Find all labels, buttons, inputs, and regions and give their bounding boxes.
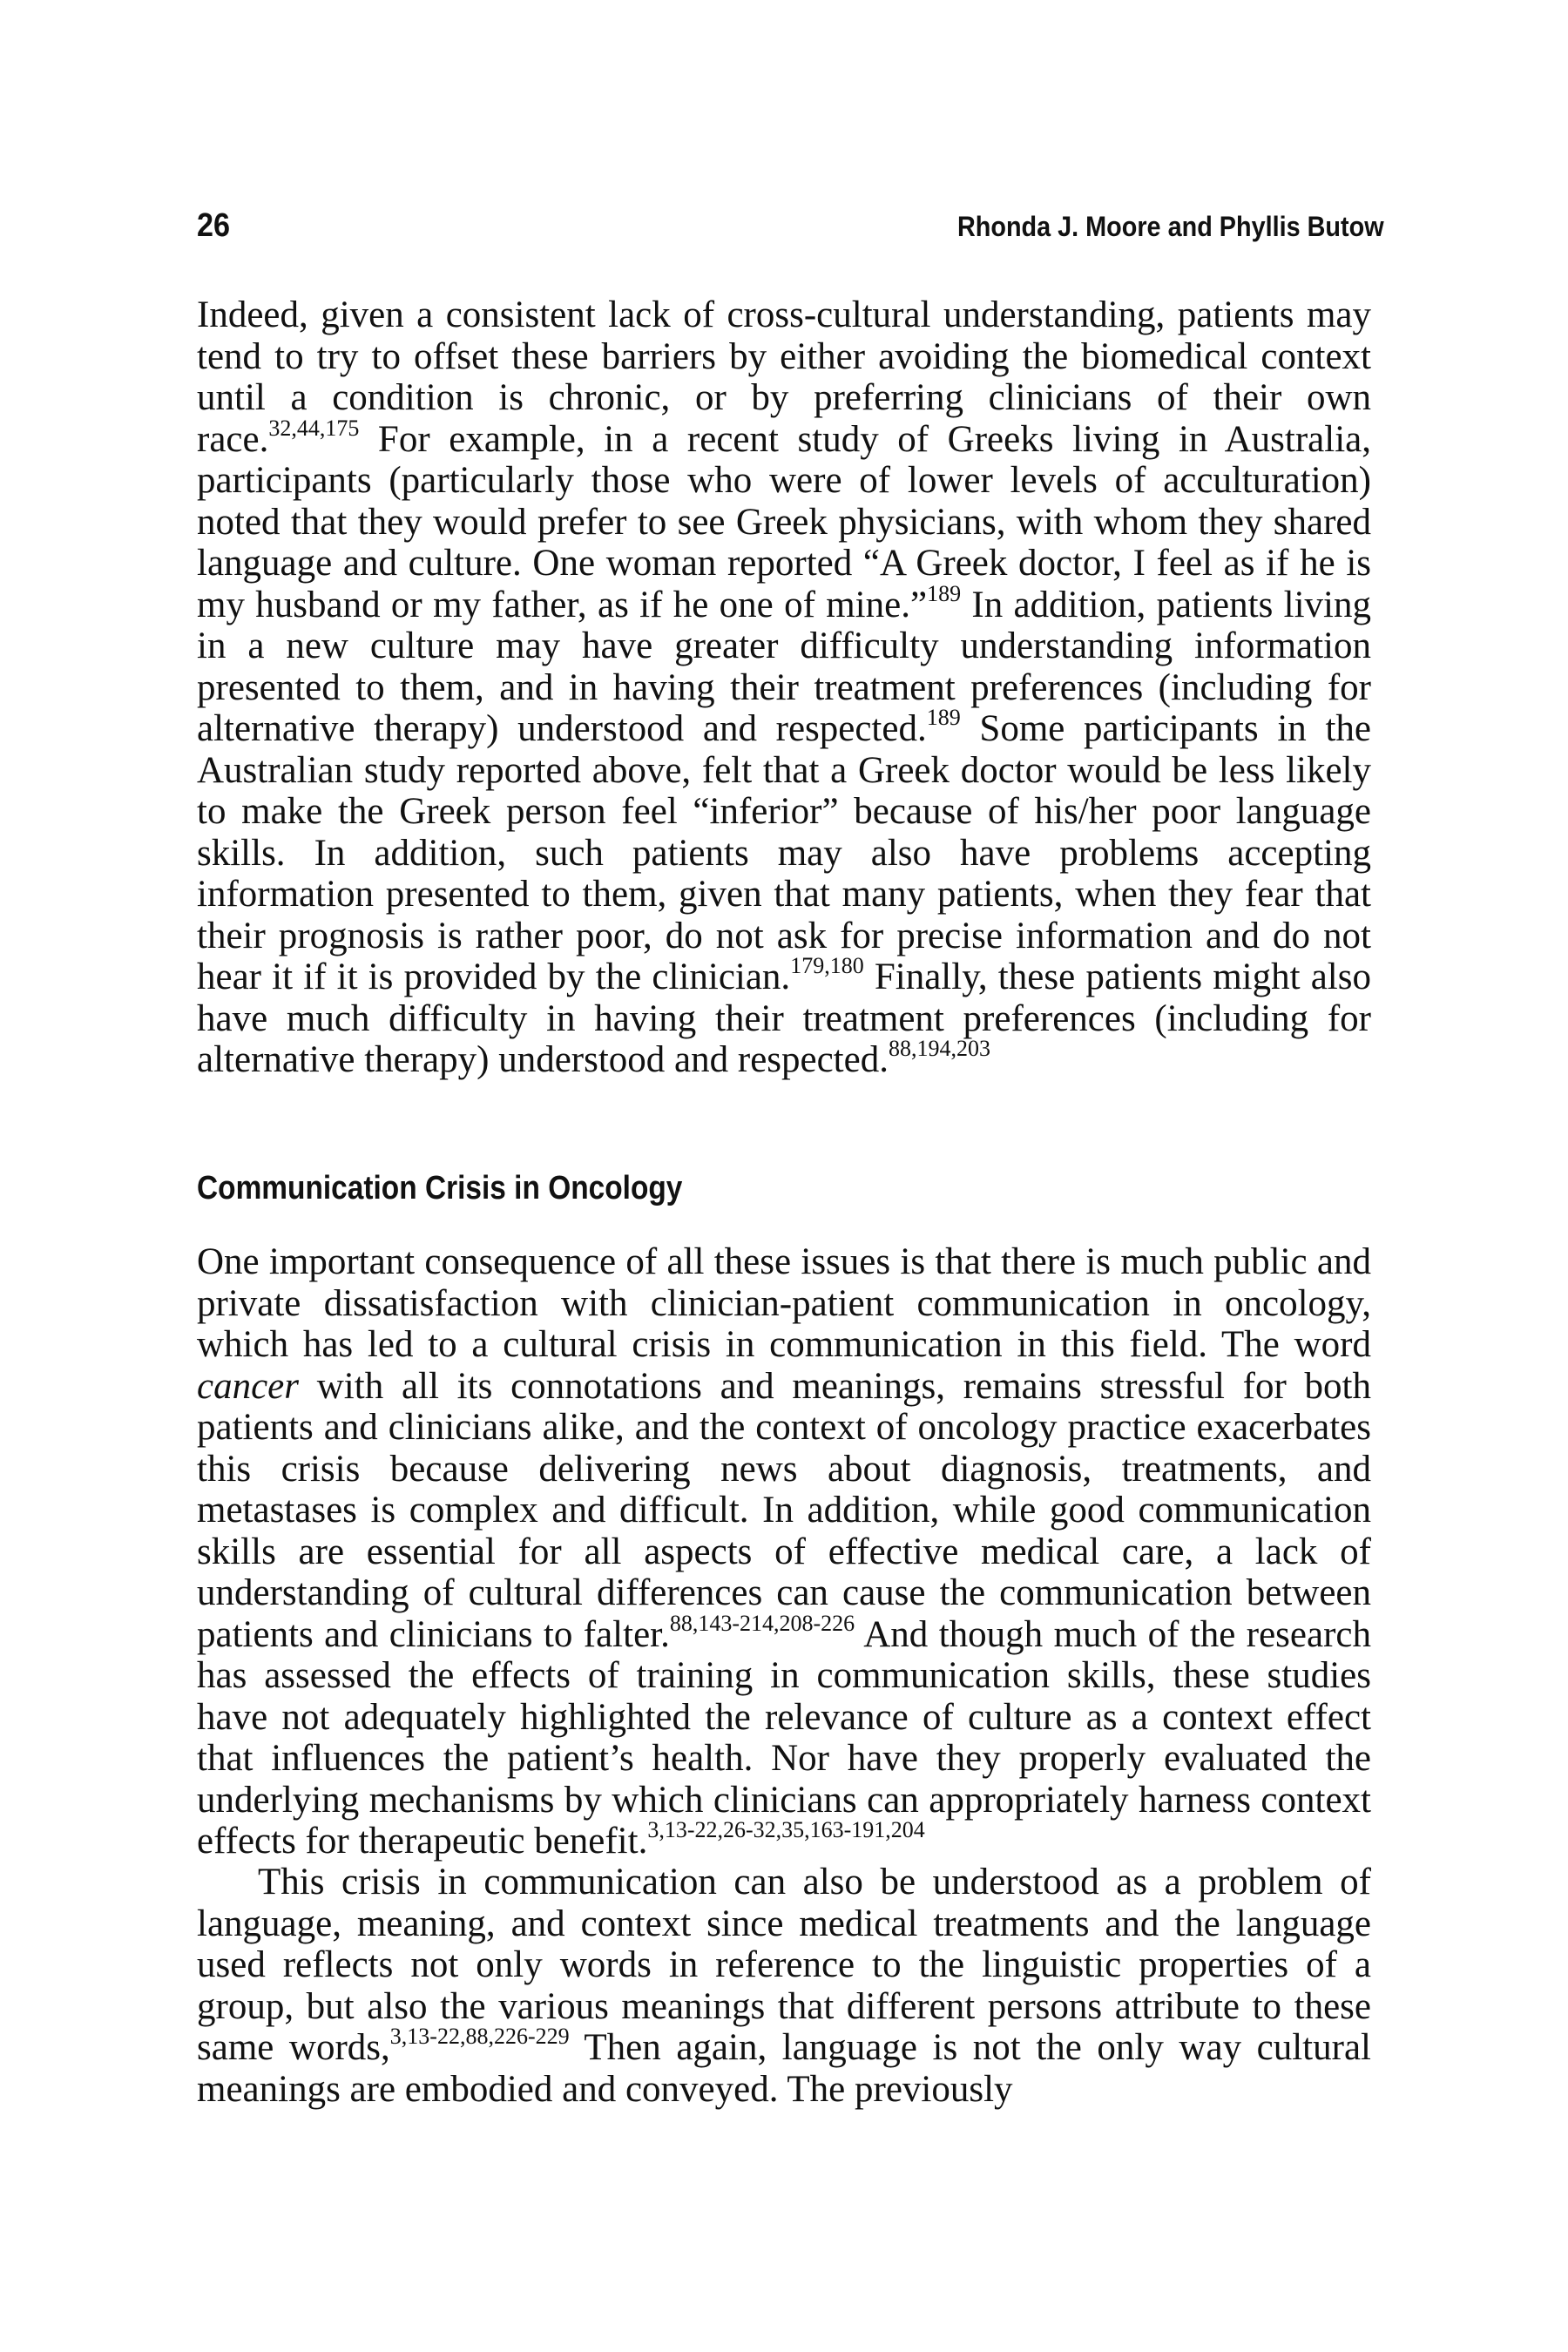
citation-ref: 88,143-214,208-226 (669, 1610, 855, 1636)
paragraph-text: One important consequence of all these issues is that there is much public and private dissatisfaction with clinician-patient communication in oncology, which has led to a cultural crisis in communication in this field. The word (197, 1241, 1371, 1365)
citation-ref: 32,44,175 (268, 415, 360, 441)
paragraph-text: with all its connotations and meanings, remains stressful for both patients and clinicians alike, and the context of oncology practice exacerbates this crisis because delivering news about diagnosis, treatments, and metastases is complex and difficult. In addition, while good communication skills are essential for all aspects of effective medical care, a lack of understanding of cultural differences can cause the communication between patients and clinicians to falter. (197, 1365, 1371, 1655)
citation-ref: 3,13-22,26-32,35,163-191,204 (647, 1817, 925, 1842)
citation-ref: 179,180 (790, 953, 864, 978)
paragraph-text: Then again, language is not the only way cultural meanings are embodied and conveyed. The previously (197, 2027, 1371, 2110)
paragraph-2 (197, 1241, 1371, 1862)
paragraph-text: Indeed, given a consistent lack of cross-cultural understanding, patients may tend to try to offset these barriers by either avoiding the biomedical context until a condition is chronic, or by preferring clinicians of their own race. (197, 294, 1371, 460)
paragraph-text: This crisis in communication can also be understood as a problem of language, meaning, and context since medical treatments and the language used reflects not only words in reference to the linguistic properties of a group, but also the various meanings that different persons attribute to these same words, (197, 1862, 1371, 2068)
paragraph-1 (197, 294, 1371, 1081)
emphasized-word: cancer (197, 1365, 299, 1407)
citation-ref: 189 (926, 705, 961, 730)
citation-ref: 189 (927, 580, 962, 606)
paragraph-text: And though much of the research has assessed the effects of training in communication skills, these studies have not adequately highlighted the relevance of culture as a context effect that influences the patient’s health. Nor have they properly evaluated the underlying mechanisms by which clinicians can appropriately harness context effects for therapeutic benefit. (197, 1613, 1371, 1862)
paragraph-text: Some participants in the Australian study reported above, felt that a Greek doctor would be less likely to make the Greek person feel “inferior” because of his/her poor language skills. In addition, such patients may also have problems accepting information presented to them, given that many patients, when they fear that their prognosis is rather poor, do not ask for precise information and do not hear it if it is provided by the clinician. (197, 708, 1371, 997)
page-number: 26 (197, 207, 231, 244)
page-header (197, 207, 1384, 251)
paragraph-text: Finally, these patients might also have much difficulty in having their treatment preferences (including for alternative therapy) understood and respected. (197, 956, 1371, 1080)
citation-ref: 88,194,203 (888, 1036, 990, 1061)
running-head: Rhonda J. Moore and Phyllis Butow (956, 211, 1384, 242)
paragraph-text: For example, in a recent study of Greeks living in Australia, participants (particularly those who were of lower levels of acculturation) noted that they would prefer to see Greek physicians, with whom they shared language and culture. One woman reported “A Greek doctor, I feel as if he is my husband or my father, as if he one of mine.” (197, 418, 1371, 625)
paragraph-text: In addition, patients living in a new culture may have greater difficulty understanding information presented to them, and in having their treatment preferences (including for alternative therapy) understood and respected. (197, 584, 1371, 749)
citation-ref: 3,13-22,88,226-229 (389, 2024, 570, 2049)
paragraph-3 (197, 1862, 1371, 2110)
section-heading: Communication Crisis in Oncology (197, 1170, 683, 1206)
